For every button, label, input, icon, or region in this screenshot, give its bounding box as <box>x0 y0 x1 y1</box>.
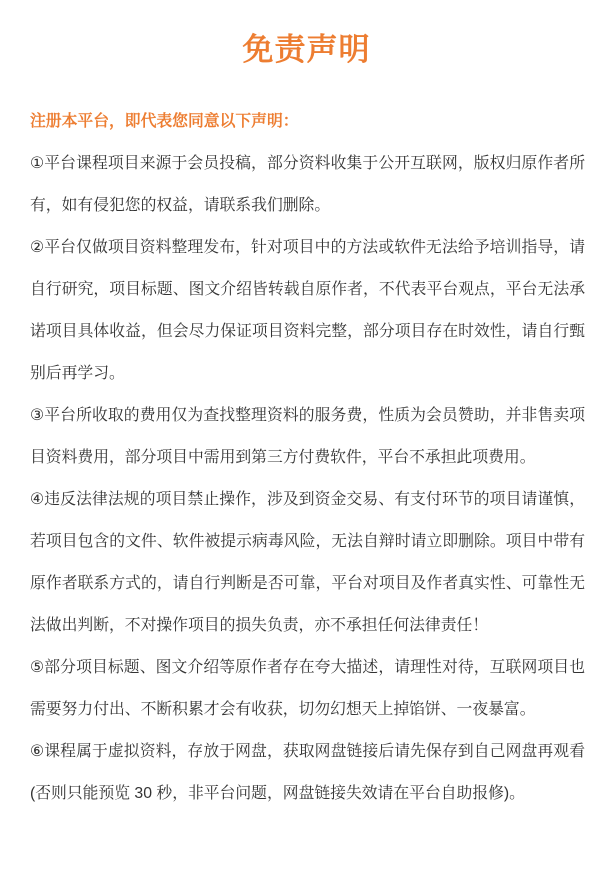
page-title: 免责声明 <box>242 32 371 67</box>
disclaimer-paragraph-3: ③平台所收取的费用仅为查找整理资料的服务费，性质为会员赞助，并非售卖项目资料费用，部分项目中需用到第三方付费软件，平台不承担此项费用。 <box>30 407 585 466</box>
disclaimer-paragraph-6: ⑥课程属于虚拟资料，存放于网盘，获取网盘链接后请先保存到自己网盘再观看(否则只能预览 30 秒，非平台问题，网盘链接失效请在平台自助报修)。 <box>30 743 585 802</box>
disclaimer-paragraph-4: ④违反法律法规的项目禁止操作，涉及到资金交易、有支付环节的项目请谨慎，若项目包含的文件、软件被提示病毒风险，无法自辩时请立即删除。项目中带有原作者联系方式的，请自行判断是否可靠，平台对项目及作者真实性、可靠性无法做出判断，不对操作项目的损失负责，亦不承担任何法律责任！ <box>30 491 585 634</box>
intro-statement: 注册本平台，即代表您同意以下声明： <box>30 113 299 130</box>
disclaimer-paragraph-1: ①平台课程项目来源于会员投稿，部分资料收集于公开互联网，版权归原作者所有，如有侵犯您的权益，请联系我们删除。 <box>30 155 585 214</box>
disclaimer-document <box>0 32 613 872</box>
disclaimer-paragraph-2: ②平台仅做项目资料整理发布，针对项目中的方法或软件无法给予培训指导，请自行研究，项目标题、图文介绍皆转载自原作者，不代表平台观点，平台无法承诺项目具体收益，但会尽力保证项目资料完整，部分项目存在时效性，请自行甄别后再学习。 <box>30 239 585 382</box>
disclaimer-paragraph-5: ⑤部分项目标题、图文介绍等原作者存在夸大描述，请理性对待，互联网项目也需要努力付出、不断积累才会有收获，切勿幻想天上掉馅饼、一夜暴富。 <box>30 659 585 718</box>
